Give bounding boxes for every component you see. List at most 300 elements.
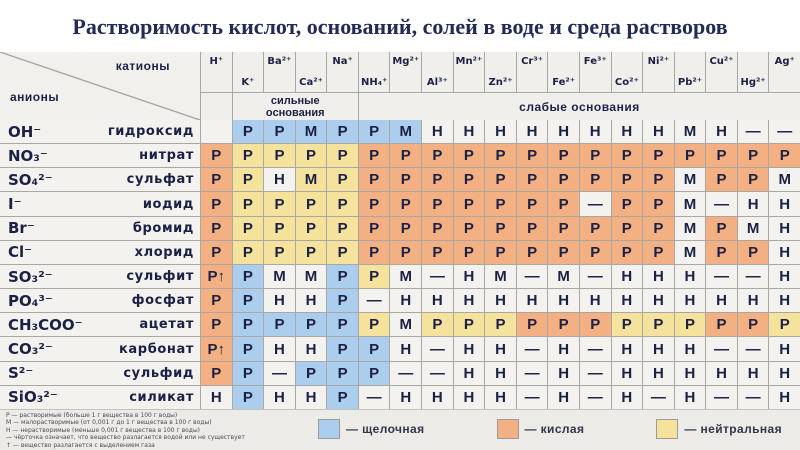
solubility-cell: М bbox=[675, 241, 706, 264]
solubility-cell: Н bbox=[612, 120, 643, 143]
cation-label: Co²⁺ bbox=[614, 77, 639, 88]
solubility-cell: М bbox=[675, 168, 706, 191]
solubility-cell: Р bbox=[706, 241, 737, 264]
solubility-cell: Н bbox=[454, 265, 485, 288]
solubility-cell: Р bbox=[454, 144, 485, 167]
solubility-cell: Н bbox=[675, 337, 706, 360]
anion-formula: CH₃COO⁻ bbox=[8, 315, 83, 334]
solubility-cell: Н bbox=[485, 386, 516, 409]
solubility-cell: Р bbox=[517, 192, 548, 215]
solubility-cell: Р bbox=[233, 217, 264, 240]
solubility-cell: — bbox=[517, 386, 548, 409]
solubility-cell: Н bbox=[390, 386, 421, 409]
solubility-cell: Р bbox=[517, 241, 548, 264]
solubility-cell: Н bbox=[517, 120, 548, 143]
anion-cell bbox=[0, 337, 200, 360]
solubility-cell: Р bbox=[390, 241, 421, 264]
anion-cell bbox=[0, 144, 200, 167]
solubility-cell: Р bbox=[706, 144, 737, 167]
solubility-cell: Н bbox=[675, 289, 706, 312]
anion-formula: PO₄³⁻ bbox=[8, 291, 53, 310]
solubility-cell: — bbox=[580, 265, 611, 288]
anion-cell bbox=[0, 120, 200, 143]
solubility-cell: Р bbox=[264, 217, 295, 240]
solubility-cell: — bbox=[580, 192, 611, 215]
solubility-cell: Р bbox=[296, 217, 327, 240]
solubility-cell: М bbox=[390, 265, 421, 288]
anion-cell bbox=[0, 241, 200, 264]
solubility-cell: Р bbox=[612, 168, 643, 191]
solubility-cell: Н bbox=[485, 362, 516, 385]
cation-label: Fe²⁺ bbox=[552, 77, 576, 88]
solubility-cell: Р bbox=[201, 144, 232, 167]
neutral-swatch bbox=[656, 419, 678, 439]
legend-note: ↑ — вещество разлагается с выделением газа bbox=[6, 441, 155, 449]
solubility-cell: Н bbox=[264, 289, 295, 312]
solubility-cell: Р bbox=[485, 168, 516, 191]
solubility-cell: Р bbox=[675, 144, 706, 167]
solubility-cell: — bbox=[422, 362, 453, 385]
solubility-cell: Р bbox=[359, 120, 390, 143]
medium-legend bbox=[318, 417, 782, 441]
table-body bbox=[0, 120, 800, 409]
legend bbox=[0, 410, 800, 450]
solubility-cell bbox=[201, 120, 232, 143]
solubility-cell: М bbox=[675, 120, 706, 143]
solubility-cell: — bbox=[706, 265, 737, 288]
strong-bases-label: сильные основания bbox=[265, 94, 325, 119]
solubility-cell: Р bbox=[359, 192, 390, 215]
solubility-cell: Н bbox=[548, 289, 579, 312]
solubility-cell: Р bbox=[517, 217, 548, 240]
cation-header-cell bbox=[485, 52, 516, 92]
solubility-cell: Р bbox=[264, 120, 295, 143]
cation-label: Fe³⁺ bbox=[583, 56, 607, 67]
solubility-cell: — bbox=[422, 265, 453, 288]
legend-note: М — малорастворимые (от 0,001 г до 1 г вещества в 100 г воды) bbox=[6, 419, 212, 427]
solubility-cell: Н bbox=[612, 337, 643, 360]
solubility-cell: Р bbox=[612, 313, 643, 336]
solubility-cell: — bbox=[706, 192, 737, 215]
solubility-cell: М bbox=[738, 217, 769, 240]
cation-label: Mn²⁺ bbox=[455, 56, 483, 67]
cation-label: Cu²⁺ bbox=[709, 56, 734, 67]
solubility-cell: Н bbox=[390, 337, 421, 360]
solubility-cell: Р bbox=[327, 217, 358, 240]
solubility-cell: Н bbox=[390, 289, 421, 312]
anion-formula: OH⁻ bbox=[8, 122, 42, 141]
solubility-cell: Р bbox=[233, 168, 264, 191]
solubility-cell: М bbox=[485, 265, 516, 288]
solubility-cell: Р bbox=[296, 313, 327, 336]
solubility-cell: М bbox=[548, 265, 579, 288]
solubility-cell: Р bbox=[359, 265, 390, 288]
solubility-cell: М bbox=[675, 192, 706, 215]
solubility-cell: Р bbox=[517, 144, 548, 167]
cation-header-cell bbox=[769, 52, 800, 92]
solubility-cell: М bbox=[264, 265, 295, 288]
solubility-cell: — bbox=[738, 337, 769, 360]
legend-note: Н — нерастворимые (меньше 0,001 г вещества в 100 г воды) bbox=[6, 426, 201, 434]
solubility-cell: Н bbox=[485, 289, 516, 312]
solubility-cell: Р bbox=[769, 313, 800, 336]
solubility-cell: Р bbox=[454, 241, 485, 264]
solubility-cell: — bbox=[643, 386, 674, 409]
anion-name: сульфид bbox=[123, 365, 194, 381]
solubility-cell: Р bbox=[580, 144, 611, 167]
solubility-cell: Н bbox=[485, 337, 516, 360]
solubility-cell: Р↑ bbox=[201, 265, 232, 288]
solubility-cell: Н bbox=[454, 289, 485, 312]
solubility-cell: Р bbox=[422, 144, 453, 167]
solubility-cell: Р bbox=[233, 120, 264, 143]
table-header bbox=[0, 52, 800, 120]
anion-name: гидроксид bbox=[107, 124, 194, 140]
solubility-cell: Р bbox=[201, 313, 232, 336]
solubility-cell: Р bbox=[327, 362, 358, 385]
slide-title: Растворимость кислот, оснований, солей в воде и среда растворов bbox=[72, 14, 728, 39]
solubility-cell: М bbox=[296, 265, 327, 288]
solubility-cell: Н bbox=[454, 362, 485, 385]
solubility-cell: Р bbox=[706, 313, 737, 336]
solubility-cell: Р bbox=[233, 192, 264, 215]
solubility-cell: Р bbox=[643, 313, 674, 336]
solubility-cell: — bbox=[738, 120, 769, 143]
solubility-cell: Р bbox=[422, 192, 453, 215]
solubility-cell: — bbox=[422, 337, 453, 360]
solubility-cell: — bbox=[580, 362, 611, 385]
solubility-cell: Р bbox=[201, 241, 232, 264]
solubility-cell: — bbox=[517, 337, 548, 360]
solubility-cell: Р bbox=[296, 192, 327, 215]
solubility-cell: Р bbox=[548, 168, 579, 191]
alkaline-swatch bbox=[318, 419, 340, 439]
solubility-cell: Р bbox=[517, 168, 548, 191]
solubility-cell: Р bbox=[201, 289, 232, 312]
solubility-cell: Р bbox=[769, 144, 800, 167]
solubility-cell: Р bbox=[264, 144, 295, 167]
solubility-cell: Н bbox=[769, 241, 800, 264]
solubility-cell: Н bbox=[769, 217, 800, 240]
solubility-cell: Н bbox=[643, 289, 674, 312]
solubility-cell: Р bbox=[233, 144, 264, 167]
cation-label: Ag⁺ bbox=[774, 56, 795, 67]
solubility-cell: Р bbox=[612, 192, 643, 215]
solubility-cell: Р bbox=[359, 362, 390, 385]
solubility-cell: Р bbox=[706, 168, 737, 191]
solubility-cell: Р bbox=[359, 337, 390, 360]
solubility-cell: Р bbox=[359, 144, 390, 167]
solubility-cell: — bbox=[706, 337, 737, 360]
solubility-cell: Н bbox=[264, 168, 295, 191]
cation-label: NH₄⁺ bbox=[360, 77, 388, 88]
medium-alkaline bbox=[318, 419, 425, 439]
solubility-cell: Н bbox=[769, 289, 800, 312]
cation-header-cell bbox=[675, 52, 706, 92]
cation-label: Ca²⁺ bbox=[299, 77, 323, 88]
legend-note: Р — растворимые (больше 1 г вещества в 100 г воды) bbox=[6, 412, 178, 419]
solubility-cell: Р bbox=[454, 192, 485, 215]
solubility-cell: Р bbox=[327, 289, 358, 312]
solubility-cell: Р bbox=[264, 313, 295, 336]
solubility-cell: Р bbox=[643, 168, 674, 191]
anion-name: сульфит bbox=[126, 269, 194, 285]
solubility-cell: Р bbox=[580, 168, 611, 191]
subheader-blank-cell bbox=[201, 93, 232, 120]
solubility-cell: Р bbox=[738, 241, 769, 264]
solubility-cell: Р bbox=[422, 241, 453, 264]
solubility-cell: Н bbox=[580, 289, 611, 312]
cation-header-cell bbox=[233, 52, 264, 92]
solubility-cell: Н bbox=[264, 386, 295, 409]
solubility-cell: Р bbox=[233, 289, 264, 312]
solubility-cell: Н bbox=[612, 289, 643, 312]
solubility-cell: Р bbox=[327, 386, 358, 409]
solubility-cell: Р bbox=[233, 362, 264, 385]
solubility-cell: — bbox=[359, 289, 390, 312]
solubility-cell: Н bbox=[548, 337, 579, 360]
solubility-cell: Н bbox=[706, 362, 737, 385]
solubility-cell: Р bbox=[548, 217, 579, 240]
cation-label: Hg²⁺ bbox=[740, 77, 766, 88]
anion-formula: CO₃²⁻ bbox=[8, 340, 53, 359]
solubility-cell: Р bbox=[517, 313, 548, 336]
solubility-cell: Р bbox=[548, 192, 579, 215]
solubility-cell: Р bbox=[327, 265, 358, 288]
solubility-cell: Р bbox=[643, 217, 674, 240]
cation-header-cell bbox=[296, 52, 327, 92]
solubility-cell: — bbox=[769, 120, 800, 143]
solubility-cell: — bbox=[517, 362, 548, 385]
neutral-label: — нейтральная bbox=[684, 422, 782, 436]
solubility-cell: Р bbox=[580, 217, 611, 240]
solubility-cell: Р↑ bbox=[201, 337, 232, 360]
solubility-cell: Р bbox=[454, 313, 485, 336]
anion-cell bbox=[0, 265, 200, 288]
solubility-cell: Р bbox=[738, 168, 769, 191]
solubility-cell: Р bbox=[359, 241, 390, 264]
solubility-cell: Р bbox=[580, 313, 611, 336]
anion-name: карбонат bbox=[119, 341, 194, 357]
solubility-table bbox=[0, 52, 800, 450]
solubility-cell: Р bbox=[264, 241, 295, 264]
solubility-cell: Р bbox=[485, 241, 516, 264]
weak-bases-label: слабые основания bbox=[519, 99, 640, 114]
solubility-cell: Н bbox=[706, 289, 737, 312]
cation-header-cell bbox=[327, 52, 358, 92]
solubility-cell: Р bbox=[454, 168, 485, 191]
cation-header-cell bbox=[264, 52, 295, 92]
cation-header-cell bbox=[706, 52, 737, 92]
anion-name: фосфат bbox=[131, 293, 194, 309]
solubility-cell: Р bbox=[612, 144, 643, 167]
solubility-cell: Н bbox=[454, 386, 485, 409]
solubility-cell: Р bbox=[264, 192, 295, 215]
solubility-cell: Н bbox=[612, 362, 643, 385]
solubility-cell: Р bbox=[327, 144, 358, 167]
solubility-cell: Н bbox=[548, 120, 579, 143]
solubility-cell: Н bbox=[769, 265, 800, 288]
cation-header-cell bbox=[454, 52, 485, 92]
cation-header-cell bbox=[548, 52, 579, 92]
solubility-cell: М bbox=[390, 313, 421, 336]
cation-label: Zn²⁺ bbox=[488, 77, 513, 88]
solubility-cell: — bbox=[517, 265, 548, 288]
anions-label: анионы bbox=[10, 90, 60, 104]
cation-header-cell bbox=[580, 52, 611, 92]
solubility-cell: М bbox=[296, 120, 327, 143]
solubility-cell: М bbox=[296, 168, 327, 191]
cations-label: катионы bbox=[115, 59, 170, 73]
anion-cell bbox=[0, 289, 200, 312]
solubility-cell: Н bbox=[548, 362, 579, 385]
solubility-cell: Н bbox=[296, 386, 327, 409]
solubility-cell: Р bbox=[296, 241, 327, 264]
anion-formula: Cl⁻ bbox=[8, 243, 33, 262]
solubility-cell: — bbox=[359, 386, 390, 409]
solubility-cell: Р bbox=[738, 144, 769, 167]
solubility-cell: Н bbox=[422, 386, 453, 409]
weak-bases-header bbox=[359, 93, 800, 120]
solubility-cell: Р bbox=[485, 192, 516, 215]
solubility-cell: Р bbox=[675, 313, 706, 336]
solubility-cell: Н bbox=[612, 265, 643, 288]
solubility-cell: Р bbox=[327, 241, 358, 264]
anion-formula: S²⁻ bbox=[8, 364, 34, 383]
anion-formula: SO₄²⁻ bbox=[8, 170, 53, 189]
solubility-cell: Р bbox=[643, 192, 674, 215]
solubility-cell: Р bbox=[327, 337, 358, 360]
anion-name: силикат bbox=[129, 389, 194, 405]
anion-cell bbox=[0, 168, 200, 191]
solubility-cell: Н bbox=[643, 120, 674, 143]
anion-cell bbox=[0, 192, 200, 215]
solubility-cell: Р bbox=[327, 313, 358, 336]
solubility-cell: Р bbox=[201, 217, 232, 240]
solubility-cell: Р bbox=[359, 313, 390, 336]
solubility-cell: Р bbox=[485, 217, 516, 240]
solubility-cell: — bbox=[738, 265, 769, 288]
solubility-cell: Н bbox=[643, 362, 674, 385]
solubility-cell: Р bbox=[738, 313, 769, 336]
anion-formula: SiO₃²⁻ bbox=[8, 388, 58, 407]
anion-formula: NO₃⁻ bbox=[8, 146, 48, 165]
anion-name: ацетат bbox=[139, 317, 194, 333]
corner-header-cell bbox=[0, 52, 200, 120]
solubility-cell: — bbox=[580, 337, 611, 360]
anion-name: нитрат bbox=[139, 148, 194, 164]
solubility-cell: Н bbox=[517, 289, 548, 312]
solubility-cell: Р bbox=[706, 217, 737, 240]
anion-formula: Br⁻ bbox=[8, 219, 35, 238]
solubility-cell: Н bbox=[675, 265, 706, 288]
solubility-cell: Н bbox=[580, 120, 611, 143]
solubility-cell: Н bbox=[454, 120, 485, 143]
cation-label: Ba²⁺ bbox=[267, 56, 292, 67]
solubility-cell: Р bbox=[612, 217, 643, 240]
solubility-cell: Р bbox=[327, 168, 358, 191]
solubility-cell: Р bbox=[359, 217, 390, 240]
solubility-cell: Р bbox=[454, 217, 485, 240]
solubility-cell: Р bbox=[422, 217, 453, 240]
solubility-cell: Р bbox=[233, 241, 264, 264]
solubility-cell: Н bbox=[612, 386, 643, 409]
medium-neutral bbox=[656, 419, 782, 439]
solubility-cell: Р bbox=[643, 241, 674, 264]
solubility-cell: Н bbox=[769, 192, 800, 215]
anion-name: бромид bbox=[132, 220, 194, 236]
solubility-cell: Р bbox=[485, 144, 516, 167]
solubility-cell: Н bbox=[675, 386, 706, 409]
solubility-cell: Р bbox=[233, 265, 264, 288]
solubility-cell: Р bbox=[296, 144, 327, 167]
alkaline-label: — щелочная bbox=[346, 422, 425, 436]
solubility-cell: — bbox=[706, 386, 737, 409]
solubility-cell: — bbox=[264, 362, 295, 385]
solubility-cell: Н bbox=[264, 337, 295, 360]
cation-label: Mg²⁺ bbox=[392, 56, 420, 67]
solubility-cell: Р bbox=[485, 313, 516, 336]
solubility-cell: Н bbox=[738, 289, 769, 312]
legend-note: — чёрточка означает, что вещество разлагается водой или не существует bbox=[6, 434, 245, 442]
cation-header-cell bbox=[359, 52, 390, 92]
anion-cell bbox=[0, 313, 200, 336]
anion-cell bbox=[0, 362, 200, 385]
solubility-cell: Н bbox=[769, 362, 800, 385]
cation-header-cell bbox=[517, 52, 548, 92]
solubility-cell: М bbox=[675, 217, 706, 240]
solubility-cell: Р bbox=[390, 217, 421, 240]
acidic-swatch bbox=[497, 419, 519, 439]
solubility-cell: Р bbox=[359, 168, 390, 191]
solubility-cell: — bbox=[580, 386, 611, 409]
solubility-cell: Р bbox=[233, 386, 264, 409]
solubility-cell: Р bbox=[201, 192, 232, 215]
solubility-cell: Н bbox=[738, 192, 769, 215]
cation-label: Ni²⁺ bbox=[647, 56, 670, 67]
anion-formula: I⁻ bbox=[8, 195, 22, 214]
solubility-cell: Н bbox=[296, 289, 327, 312]
solubility-cell: — bbox=[390, 362, 421, 385]
solubility-cell: Р bbox=[201, 362, 232, 385]
solubility-cell: Н bbox=[422, 289, 453, 312]
anion-name: хлорид bbox=[134, 244, 194, 260]
solubility-cell: Р bbox=[327, 120, 358, 143]
cation-label: Cr³⁺ bbox=[521, 56, 544, 67]
solubility-cell: Р bbox=[548, 144, 579, 167]
solubility-cell: М bbox=[390, 120, 421, 143]
solubility-cell: Р bbox=[390, 192, 421, 215]
cation-header-cell bbox=[422, 52, 453, 92]
cation-label: Na⁺ bbox=[332, 56, 353, 67]
solubility-cell: Н bbox=[643, 337, 674, 360]
anion-name: иодид bbox=[142, 196, 194, 212]
solubility-cell: Н bbox=[769, 337, 800, 360]
cation-label: Al³⁺ bbox=[426, 77, 448, 88]
cation-header-cell bbox=[738, 52, 769, 92]
solubility-cell: Р bbox=[548, 313, 579, 336]
solubility-cell: Р bbox=[296, 362, 327, 385]
solubility-cell: Р bbox=[390, 144, 421, 167]
anion-cell bbox=[0, 386, 200, 409]
solubility-cell: Р bbox=[390, 168, 421, 191]
solubility-cell: Н bbox=[675, 362, 706, 385]
solubility-cell: Н bbox=[643, 265, 674, 288]
solubility-cell: Р bbox=[233, 313, 264, 336]
cation-header-cell bbox=[390, 52, 421, 92]
cation-label: K⁺ bbox=[241, 77, 255, 88]
cation-label: Pb²⁺ bbox=[677, 77, 703, 88]
